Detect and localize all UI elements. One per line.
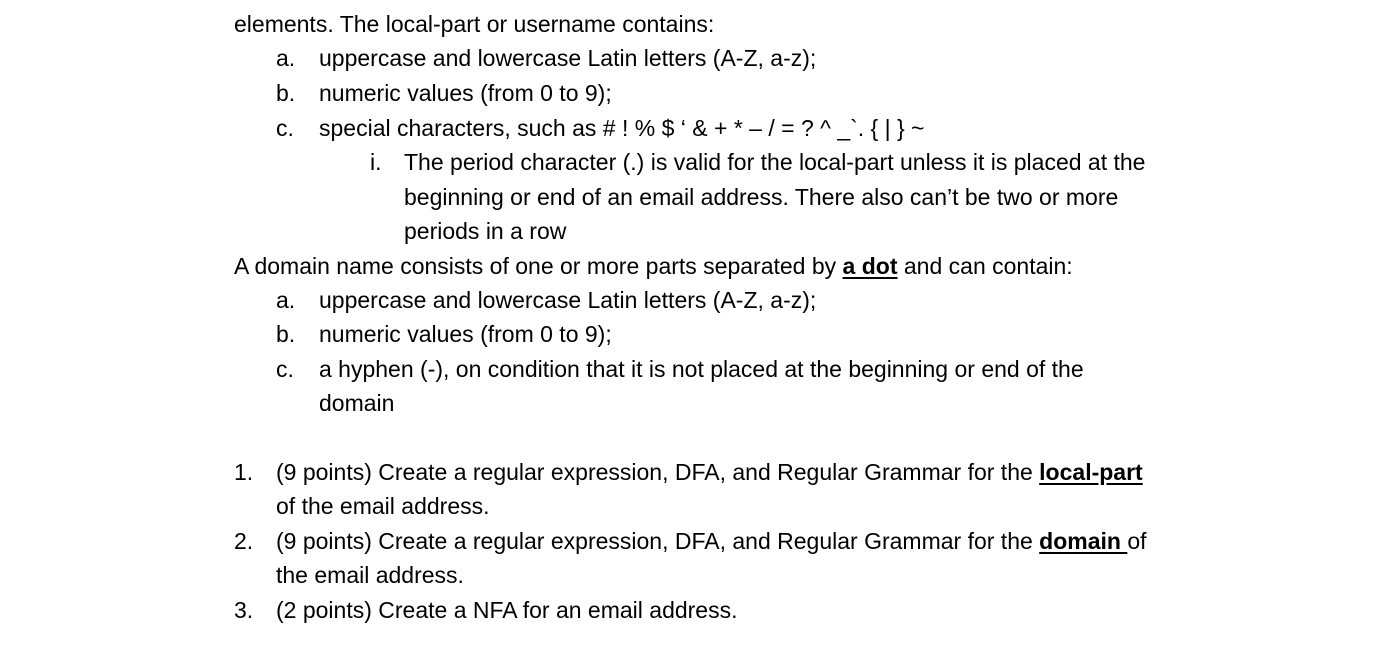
domain-intro [234, 252, 1073, 280]
task-marker-1: 1. [234, 459, 254, 485]
task-2-text-after: of [1127, 528, 1147, 554]
domain-intro-after: and can contain: [897, 253, 1073, 279]
task-3-line-1: (2 points) Create a NFA for an email address. [276, 597, 738, 623]
domain-item-a: uppercase and lowercase Latin letters (A-Z, a-z); [319, 287, 817, 313]
task-2-line-1 [276, 527, 1147, 555]
task-1-text: (9 points) Create a regular expression, DFA, and Regular Grammar for the [276, 459, 1040, 485]
list-marker-c: c. [276, 115, 294, 141]
task-marker-3: 3. [234, 597, 254, 623]
domain-intro-before: A domain name consists of one or more parts separated by [234, 253, 843, 279]
domain-list-marker-b: b. [276, 321, 296, 347]
task-marker-2: 2. [234, 528, 254, 554]
domain-list-marker-a: a. [276, 287, 296, 313]
domain-item-b: numeric values (from 0 to 9); [319, 321, 612, 347]
task-2-line-2: the email address. [276, 562, 464, 588]
task-2-emphasis: domain [1039, 528, 1128, 554]
local-item-a: uppercase and lowercase Latin letters (A-Z, a-z); [319, 45, 817, 71]
domain-intro-emphasis: a dot [842, 253, 898, 279]
task-1-emphasis: local-part [1039, 459, 1143, 485]
list-marker-b: b. [276, 80, 296, 106]
task-1-line-1 [276, 458, 1143, 486]
sub-item-line-1: The period character (.) is valid for the local-part unless it is placed at the [404, 149, 1146, 175]
task-1-line-2: of the email address. [276, 493, 490, 519]
sub-item-line-3: periods in a row [404, 218, 567, 244]
local-item-b: numeric values (from 0 to 9); [319, 80, 612, 106]
local-part-intro: elements. The local-part or username contains: [234, 11, 715, 37]
local-item-c: special characters, such as # ! % $ ‘ & + * – / = ? ^ _`. { | } ~ [319, 115, 925, 141]
domain-item-c-line-2: domain [319, 390, 395, 416]
list-marker-a: a. [276, 45, 296, 71]
cut-off-line [234, 0, 240, 8]
sub-list-marker-i: i. [370, 149, 382, 175]
task-2-text: (9 points) Create a regular expression, DFA, and Regular Grammar for the [276, 528, 1040, 554]
domain-item-c-line-1: a hyphen (-), on condition that it is not placed at the beginning or end of the [319, 356, 1084, 382]
sub-item-line-2: beginning or end of an email address. There also can’t be two or more [404, 184, 1119, 210]
domain-list-marker-c: c. [276, 356, 294, 382]
